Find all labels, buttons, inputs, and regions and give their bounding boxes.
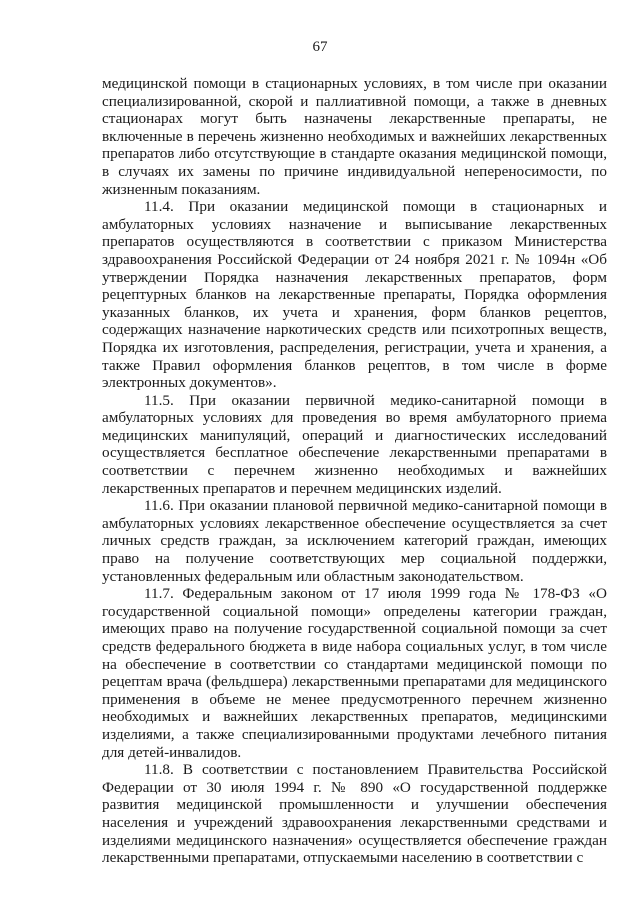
- paragraph-11-6: 11.6. При оказании плановой первичной медико-санитарной помощи в амбулаторных условиях лекарственное обеспечение осуществляется за счет личных средств граждан, за исключением категорий граждан, имеющих право на получение соответствующих мер социальной поддержки, установленных федеральным или областным законодательством.: [102, 497, 607, 585]
- paragraph-11-4: 11.4. При оказании медицинской помощи в стационарных и амбулаторных условиях назначение и выписывание лекарственных препаратов осуществляются в соответствии с приказом Министерства здравоохранения Российской Федерации от 24 ноября 2021 г. № 1094н «Об утверждении Порядка назначения лекарственных препаратов, форм рецептурных бланков на лекарственные препараты, Порядка оформления указанных бланков, их учета и хранения, форм бланков рецептов, содержащих назначение наркотических средств или психотропных веществ, Порядка их изготовления, распределения, регистрации, учета и хранения, а также Правил оформления бланков рецептов, в том числе в форме электронных документов».: [102, 198, 607, 392]
- paragraph-11-7: 11.7. Федеральным законом от 17 июля 1999 года № 178-ФЗ «О государственной социальной помощи» определены категории граждан, имеющих право на получение государственной социальной помощи за счет средств федерального бюджета в виде набора социальных услуг, в том числе на обеспечение в соответствии со стандартами медицинской помощи по рецептам врача (фельдшера) лекарственными препаратами для медицинского применения в объеме не менее предусмотренного перечнем жизненно необходимых и важнейших лекарственных препаратов, медицинскими изделиями, а также специализированными продуктами лечебного питания для детей-инвалидов.: [102, 585, 607, 761]
- paragraph-11-5: 11.5. При оказании первичной медико-санитарной помощи в амбулаторных условиях для проведения во время амбулаторного приема медицинских манипуляций, операций и диагностических исследований осуществляется бесплатное обеспечение лекарственными препаратами в соответствии с перечнем жизненно необходимых и важнейших лекарственных препаратов и перечнем медицинских изделий.: [102, 391, 607, 497]
- page-number: 67: [312, 39, 328, 55]
- paragraph-11-8: 11.8. В соответствии с постановлением Правительства Российской Федерации от 30 июля 1994 г. № 890 «О государственной поддержке развития медицинской промышленности и улучшении обеспечения населения и учреждений здравоохранения лекарственными средствами и изделиями медицинского назначения» осуществляется обеспечение граждан лекарственными препаратами, отпускаемыми населению в соответствии с: [102, 761, 607, 867]
- paragraph-continuation: медицинской помощи в стационарных условиях, в том числе при оказании специализированной, скорой и паллиативной помощи, а также в дневных стационарах могут быть назначены лекарственные препараты, не включенные в перечень жизненно необходимых и важнейших лекарственных препаратов либо отсутствующие в стандарте оказания медицинской помощи, в случаях их замены по причине индивидуальной непереносимости, по жизненным показаниям.: [102, 75, 607, 198]
- document-body: [102, 75, 607, 867]
